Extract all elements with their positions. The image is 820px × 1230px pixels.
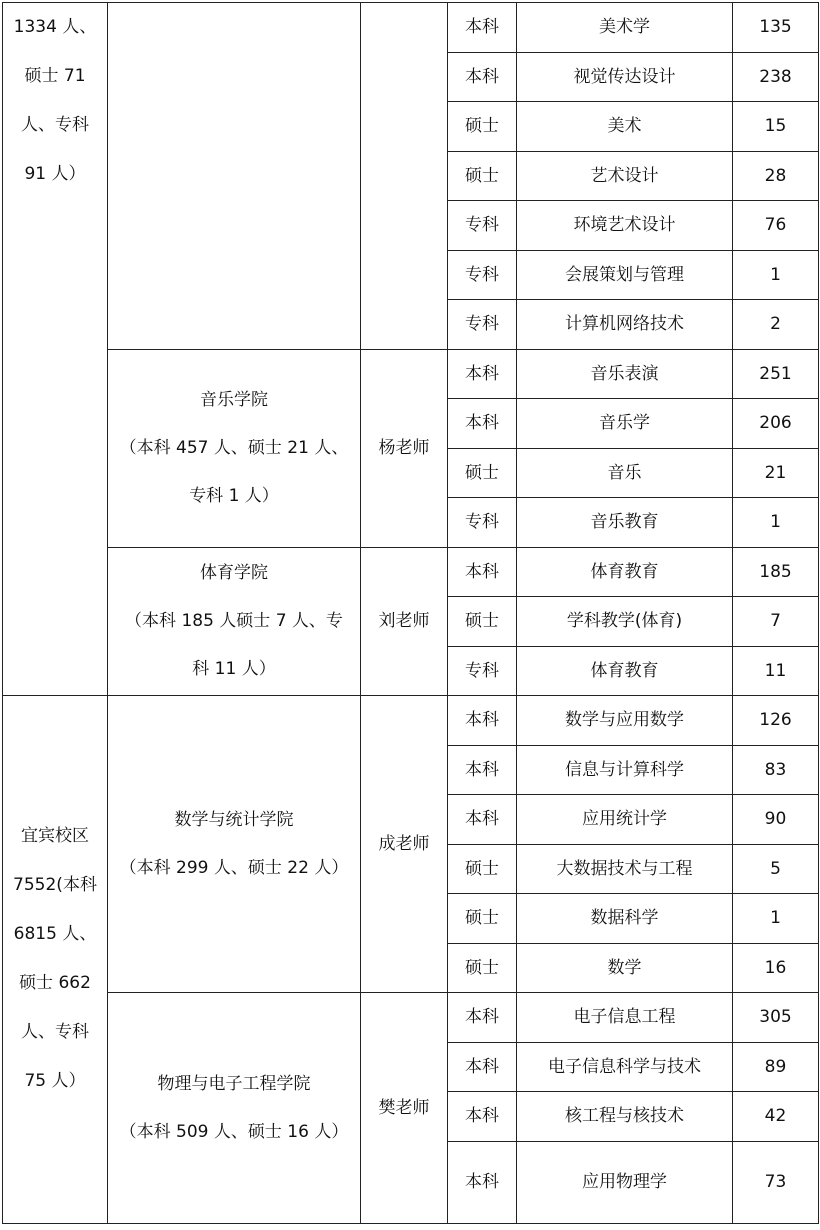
count-cell: 238 [733, 52, 819, 102]
major-cell: 计算机网络技术 [517, 300, 733, 350]
campus-summary-cell [3, 3, 108, 696]
table-row [3, 993, 819, 1043]
major-cell: 数学与应用数学 [517, 696, 733, 746]
major-cell: 应用物理学 [517, 1141, 733, 1223]
teacher-cell: 杨老师 [361, 349, 448, 547]
count-cell: 73 [733, 1141, 819, 1223]
college-enrollment: （本科 457 人、硕士 21 人、 [119, 438, 349, 458]
level-cell: 硕士 [448, 943, 517, 993]
campus-summary-line: 91 人） [24, 164, 86, 184]
campus-summary-line: 6815 人、 [13, 924, 97, 945]
count-cell: 1 [733, 894, 819, 944]
campus-summary-line: 硕士 71 [24, 66, 86, 86]
major-cell: 艺术设计 [517, 151, 733, 201]
teacher-cell: 刘老师 [361, 547, 448, 696]
major-cell: 体育教育 [517, 547, 733, 597]
level-cell: 硕士 [448, 448, 517, 498]
college-name: 音乐学院 [200, 390, 268, 410]
level-cell: 本科 [448, 745, 517, 795]
level-cell: 硕士 [448, 894, 517, 944]
count-cell: 21 [733, 448, 819, 498]
campus-summary-line: 人、专科 [21, 1022, 89, 1043]
level-cell: 硕士 [448, 151, 517, 201]
count-cell: 16 [733, 943, 819, 993]
major-cell: 音乐 [517, 448, 733, 498]
count-cell: 305 [733, 993, 819, 1043]
table-row [3, 3, 819, 53]
major-cell: 学科教学(体育) [517, 597, 733, 647]
level-cell: 本科 [448, 547, 517, 597]
campus-summary-line: 7552(本科 [13, 875, 97, 896]
college-name: 数学与统计学院 [174, 810, 294, 830]
major-cell: 会展策划与管理 [517, 250, 733, 300]
level-cell: 专科 [448, 201, 517, 251]
level-cell: 本科 [448, 1042, 517, 1092]
college-enrollment: 专科 1 人） [189, 486, 279, 506]
level-cell: 本科 [448, 52, 517, 102]
major-cell: 音乐教育 [517, 498, 733, 548]
level-cell: 专科 [448, 646, 517, 696]
level-cell: 本科 [448, 993, 517, 1043]
major-cell: 核工程与核技术 [517, 1092, 733, 1142]
count-cell: 251 [733, 349, 819, 399]
campus-summary-line: 宜宾校区 [21, 826, 89, 847]
major-cell: 视觉传达设计 [517, 52, 733, 102]
table-row [3, 547, 819, 597]
level-cell: 本科 [448, 349, 517, 399]
major-cell: 电子信息科学与技术 [517, 1042, 733, 1092]
college-name: 物理与电子工程学院 [157, 1073, 311, 1094]
campus-summary-line: 硕士 662 [19, 973, 91, 994]
count-cell: 89 [733, 1042, 819, 1092]
major-cell: 音乐表演 [517, 349, 733, 399]
college-cell [108, 3, 361, 350]
count-cell: 126 [733, 696, 819, 746]
count-cell: 135 [733, 3, 819, 53]
major-cell: 美术 [517, 102, 733, 152]
level-cell: 本科 [448, 1092, 517, 1142]
college-cell [108, 993, 361, 1224]
major-cell: 数据科学 [517, 894, 733, 944]
enrollment-table [2, 2, 819, 1224]
teacher-cell: 樊老师 [361, 993, 448, 1224]
level-cell: 本科 [448, 399, 517, 449]
count-cell: 90 [733, 795, 819, 845]
college-name: 体育学院 [200, 563, 268, 584]
count-cell: 206 [733, 399, 819, 449]
table-row [3, 696, 819, 746]
count-cell: 83 [733, 745, 819, 795]
college-enrollment: （本科 509 人、硕士 16 人） [119, 1121, 349, 1142]
major-cell: 环境艺术设计 [517, 201, 733, 251]
college-enrollment: （本科 299 人、硕士 22 人） [119, 858, 349, 878]
count-cell: 7 [733, 597, 819, 647]
campus-summary-line: 1334 人、 [13, 17, 97, 37]
level-cell: 本科 [448, 795, 517, 845]
count-cell: 2 [733, 300, 819, 350]
major-cell: 大数据技术与工程 [517, 844, 733, 894]
count-cell: 5 [733, 844, 819, 894]
level-cell: 硕士 [448, 844, 517, 894]
level-cell: 硕士 [448, 102, 517, 152]
level-cell: 专科 [448, 300, 517, 350]
major-cell: 应用统计学 [517, 795, 733, 845]
campus-summary-line: 人、专科 [21, 115, 89, 135]
major-cell: 体育教育 [517, 646, 733, 696]
count-cell: 15 [733, 102, 819, 152]
major-cell: 美术学 [517, 3, 733, 53]
college-enrollment: 科 11 人） [192, 659, 276, 680]
level-cell: 本科 [448, 696, 517, 746]
college-enrollment: （本科 185 人硕士 7 人、专 [125, 611, 343, 632]
major-cell: 电子信息工程 [517, 993, 733, 1043]
major-cell: 数学 [517, 943, 733, 993]
count-cell: 11 [733, 646, 819, 696]
campus-summary-cell [3, 696, 108, 1224]
college-cell [108, 696, 361, 993]
count-cell: 1 [733, 498, 819, 548]
level-cell: 硕士 [448, 597, 517, 647]
college-cell [108, 349, 361, 547]
level-cell: 本科 [448, 3, 517, 53]
count-cell: 185 [733, 547, 819, 597]
count-cell: 28 [733, 151, 819, 201]
count-cell: 76 [733, 201, 819, 251]
teacher-cell: 成老师 [361, 696, 448, 993]
major-cell: 音乐学 [517, 399, 733, 449]
level-cell: 本科 [448, 1141, 517, 1223]
major-cell: 信息与计算科学 [517, 745, 733, 795]
count-cell: 1 [733, 250, 819, 300]
count-cell: 42 [733, 1092, 819, 1142]
table-body [3, 3, 819, 1224]
level-cell: 专科 [448, 498, 517, 548]
level-cell: 专科 [448, 250, 517, 300]
table-row [3, 349, 819, 399]
teacher-cell [361, 3, 448, 350]
campus-summary-line: 75 人） [24, 1071, 86, 1092]
college-cell [108, 547, 361, 696]
